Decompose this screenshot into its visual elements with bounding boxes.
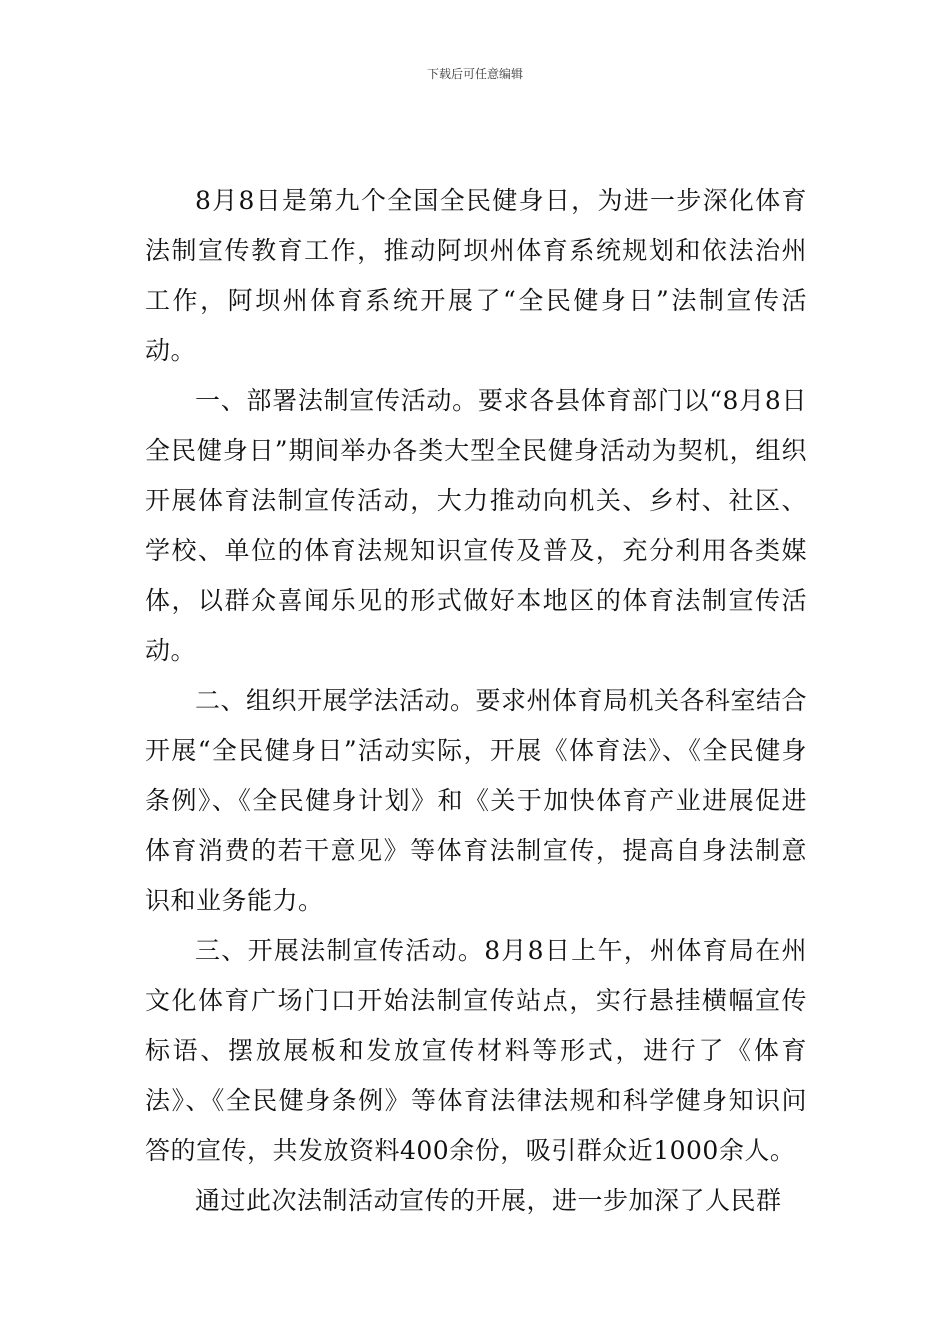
paragraph-section-1: 一、部署法制宣传活动。要求各县体育部门以“8月8日全民健身日”期间举办各类大型全民健身活动为契机，组织开展体育法制宣传活动，大力推动向机关、乡村、社区、学校、单位的体育法规知识宣传及普及，充分利用各类媒体，以群众喜闻乐见的形式做好本地区的体育法制宣传活动。	[145, 386, 807, 665]
paragraph-section-2: 二、组织开展学法活动。要求州体育局机关各科室结合开展“全民健身日”活动实际，开展《体育法》、《全民健身条例》、《全民健身计划》和《关于加快体育产业进展促进体育消费的若干意见》等体育法制宣传，提高自身法制意识和业务能力。	[145, 686, 808, 915]
document-body	[145, 176, 807, 1226]
header-note: 下载后可任意编辑	[426, 67, 523, 81]
paragraph-conclusion: 通过此次法制活动宣传的开展，进一步加深了人民群	[195, 1186, 782, 1215]
paragraph-intro: 8月8日是第九个全国全民健身日，为进一步深化体育法制宣传教育工作，推动阿坝州体育系统规划和依法治州工作，阿坝州体育系统开展了“全民健身日”法制宣传活动。	[145, 186, 807, 365]
paragraph-section-3: 三、开展法制宣传活动。8月8日上午，州体育局在州文化体育广场门口开始法制宣传站点，实行悬挂横幅宣传标语、摆放展板和发放宣传材料等形式，进行了《体育法》、《全民健身条例》等体育法律法规和科学健身知识问答的宣传，共发放资料400余份，吸引群众近1000余人。	[145, 936, 807, 1165]
